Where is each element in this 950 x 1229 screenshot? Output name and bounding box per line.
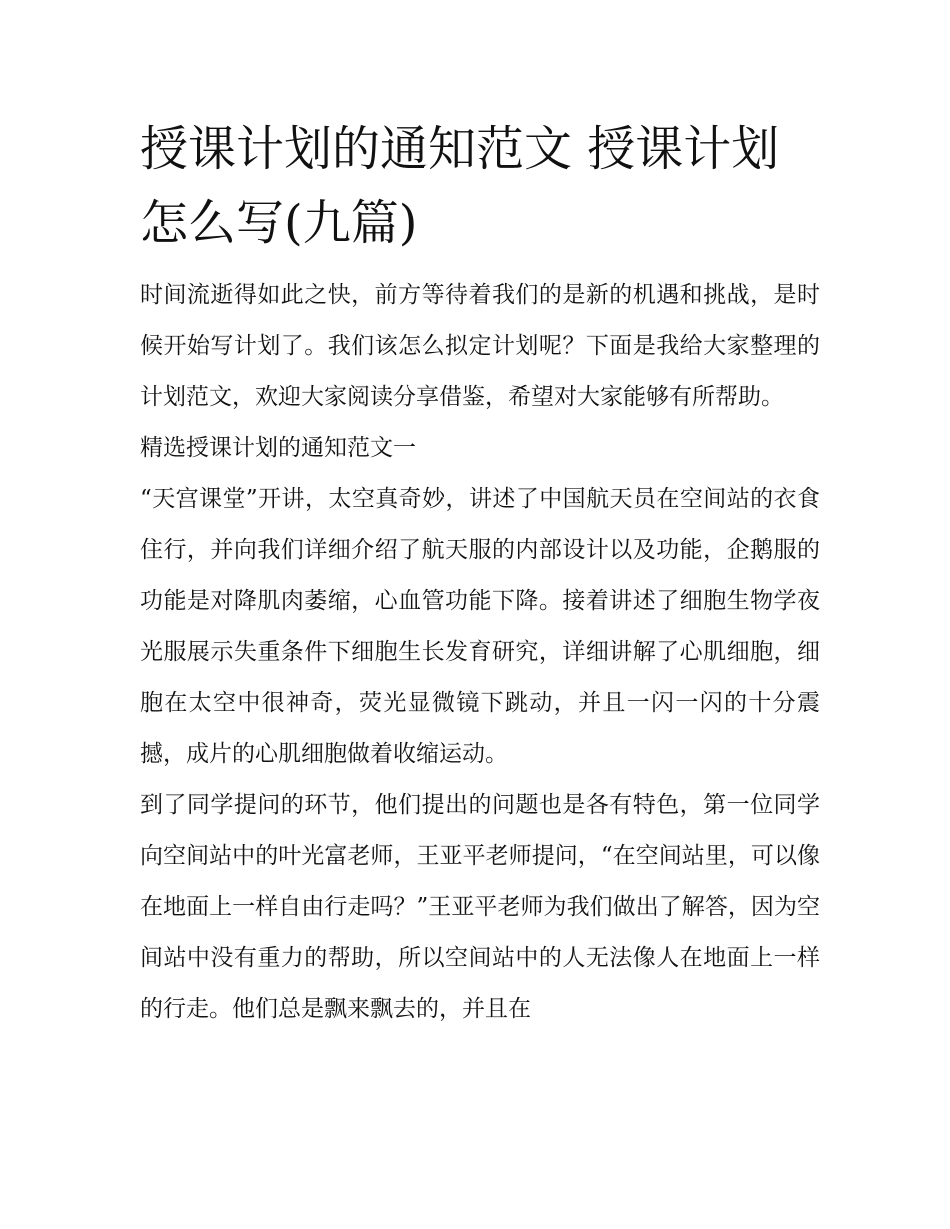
body-paragraph-1: “天宫课堂”开讲，太空真奇妙，讲述了中国航天员在空间站的衣食住行，并向我们详细介绍了航天服的内部设计以及功能，企鹅服的功能是对降肌肉萎缩，心血管功能下降。接着讲述了细胞生物学夜光服展示失重条件下细胞生长发育研究，详细讲解了心肌细胞，细胞在太空中很神奇，荧光显微镜下跳动，并且一闪一闪的十分震撼，成片的心肌细胞做着收缩运动。 — [140, 486, 820, 767]
section-heading: 精选授课计划的通知范文一 — [140, 435, 416, 461]
document-title: 授课计划的通知范文 授课计划怎么写(九篇) — [140, 121, 780, 251]
intro-paragraph: 时间流逝得如此之快，前方等待着我们的是新的机遇和挑战，是时候开始写计划了。我们该怎么拟定计划呢？下面是我给大家整理的计划范文，欢迎大家阅读分享借鉴，希望对大家能够有所帮助。 — [140, 282, 820, 410]
body-paragraph-2: 到了同学提问的环节，他们提出的问题也是各有特色，第一位同学向空间站中的叶光富老师，王亚平老师提问，“在空间站里，可以像在地面上一样自由行走吗？”王亚平老师为我们做出了解答，因为空间站中没有重力的帮助，所以空间站中的人无法像人在地面上一样的行走。他们总是飘来飘去的，并且在 — [140, 792, 820, 1022]
document-page — [140, 112, 820, 1035]
